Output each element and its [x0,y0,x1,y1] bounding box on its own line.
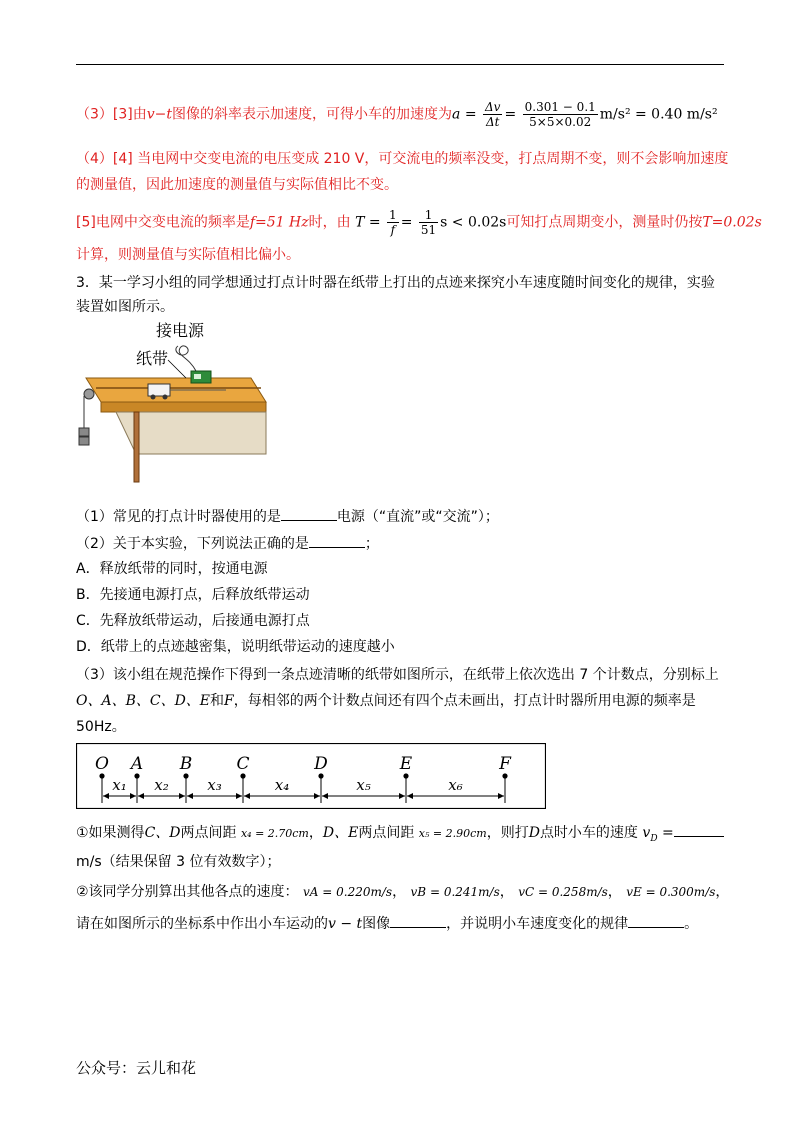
fraction-one-over-f: $\frac{1}{f}$ [389,208,397,237]
paper-tape-svg [76,743,546,809]
header-rule [76,64,724,65]
tape-segment-label-3: x₃ [207,776,222,794]
fraction-dv-dt: $\frac{\Delta v}{\Delta t}$ [485,100,501,129]
option-a[interactable]: A．释放纸带的同时，按通电源 [76,561,268,577]
apparatus-figure [76,316,276,484]
tape-segment-label-6: x₆ [448,776,463,794]
answer-blank-1[interactable] [281,506,337,521]
answer-blank-vt-graph[interactable] [390,913,446,928]
tape-segment-label-5: x₅ [356,776,371,794]
solution-q5-line1: [5]电网中交变电流的频率是f=51 Hz时，由 T = $\frac{1}{f}$ = $\frac{1}{51}$ s < 0.02s可知打点周期变小，测量时仍按T=0.02s [76,208,762,237]
tape-point-label-D: D [314,754,328,774]
sub-question-2-line2: 请在如图所示的坐标系中作出小车运动的v − t图像 ，并说明小车速度变化的规律 。 [76,913,698,934]
apparatus-illustration [76,316,276,484]
question-3-line1: （3）该小组在规范操作下得到一条点迹清晰的纸带如图所示，在纸带上依次选出 7 个计数点，分别标上 [76,667,719,683]
fraction-acceleration: $\frac{0.301 - 0.1}{5\times 5\times 0.02}$ [524,100,596,129]
label-tape: 纸带 [136,351,169,368]
solution-q5-line2: 计算，则测量值与实际值相比偏小。 [76,247,300,263]
tape-point-label-A: A [130,754,144,774]
option-b[interactable]: B．先接通电源打点，后释放纸带运动 [76,587,310,603]
question-3-line2: O、A、B、C、D、E和F，每相邻的两个计数点间还有四个点未画出，打点计时器所用电源的频率是 [76,693,696,709]
sub-question-1-line1: ①如果测得C、D两点间距 x₄ = 2.70cm，D、E两点间距 x₅ = 2.90cm，则打D点时小车的速度 $v_D$ = [76,822,724,849]
answer-blank-vd[interactable] [674,822,724,837]
option-c[interactable]: C．先释放纸带运动，后接通电源打点 [76,613,310,629]
tape-point-label-F: F [499,754,511,774]
tape-segment-label-1: x₁ [112,776,127,794]
tape-point-label-E: E [399,754,413,774]
question-3-line3: 50Hz。 [76,719,126,735]
question-2: （2）关于本实验，下列说法正确的是 ； [76,533,379,554]
tape-segment-label-2: x₂ [154,776,169,794]
solution-q4-line2: 的测量值，因此加速度的测量值与实际值相比不变。 [76,177,398,193]
tape-segment-label-4: x₄ [274,776,290,794]
tape-point-label-B: B [179,754,193,774]
fraction-one-over-51: $\frac{1}{51}$ [420,208,437,237]
answer-blank-2[interactable] [309,533,365,548]
tape-point-label-C: C [236,754,250,774]
paper-tape-figure [76,743,546,809]
answer-blank-velocity-rule[interactable] [628,913,684,928]
sub-question-2-line1: ②该同学分别算出其他各点的速度： vA = 0.220m/s， vB = 0.241m/s， vC = 0.258m/s， vE = 0.300m/s， [76,884,730,900]
solution-q4-line1: （4）[4] 当电网中交变电流的电压变成 210 V，可交流电的频率没变，打点周期不变，则不会影响加速度 [76,151,729,167]
question-1: （1）常见的打点计时器使用的是 电源（“直流”或“交流”）； [76,506,499,527]
problem-intro-line2: 装置如图所示。 [76,299,174,315]
tape-point-label-O: O [95,754,109,774]
option-d[interactable]: D．纸带上的点迹越密集，说明纸带运动的速度越小 [76,639,395,655]
sub-question-1-line2: m/s（结果保留 3 位有效数字）； [76,854,281,870]
problem-intro-line1: 3．某一学习小组的同学想通过打点计时器在纸带上打出的点迹来探究小车速度随时间变化的规律，实验 [76,275,715,291]
footer-credit: 公众号：云儿和花 [76,1059,197,1077]
label-power: 接电源 [156,323,205,340]
solution-q3: （3）[3]由v−t图像的斜率表示加速度，可得小车的加速度为a = $\frac{\Delta v}{\Delta t}$ = $\frac{0.301 - 0.1}{5\times 5\times 0.02}$ m/s² = 0.40 m/s² [76,100,718,129]
